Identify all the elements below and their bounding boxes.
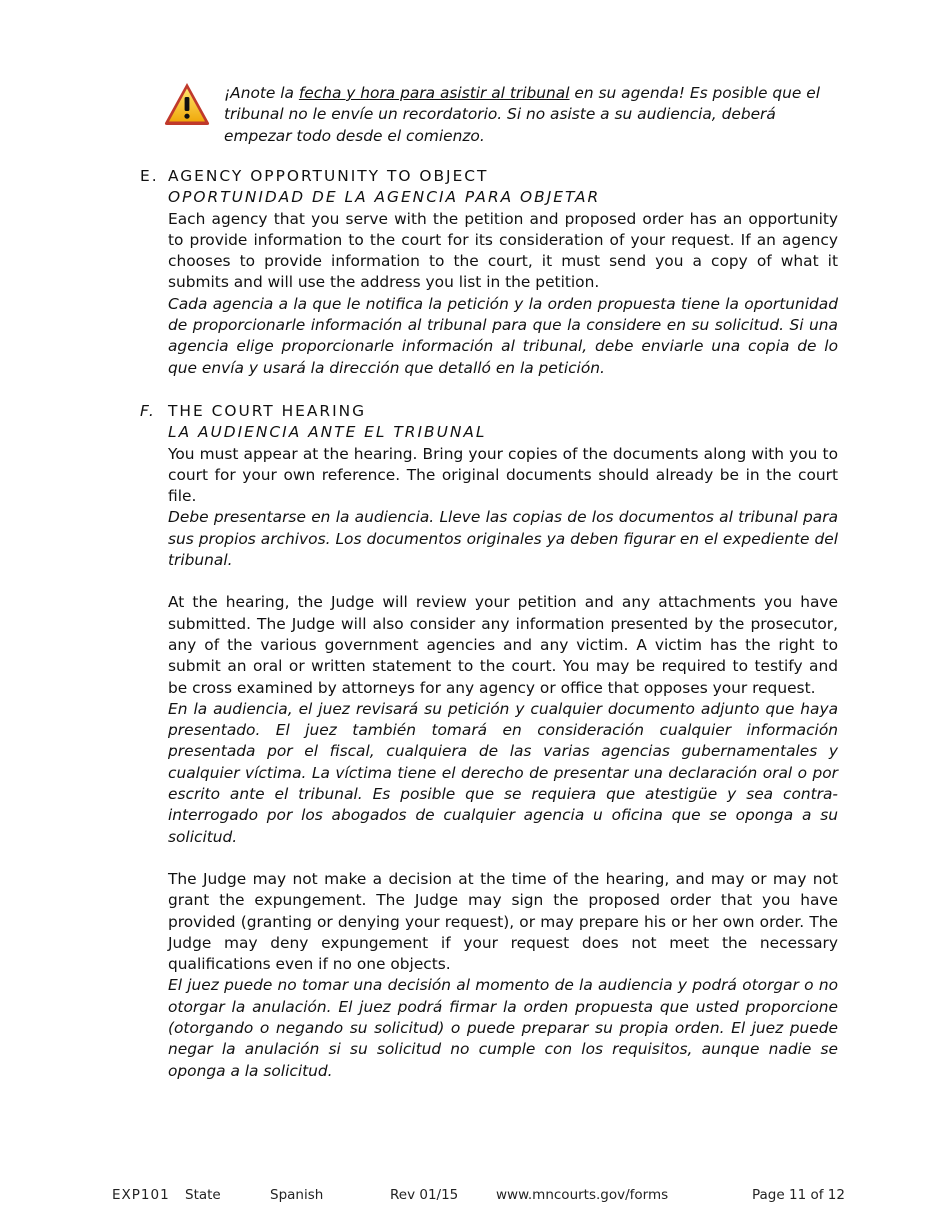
section-f-paragraph-3-es: El juez puede no tomar una decisión al momento de la audiencia y podrá otorgar o no otorgar la anulación. El juez podrá firmar la orden propuesta que usted proporcione (otorgando o negando su solicitud) o puede preparar su propia orden. El juez puede negar la anulación si su solicitud no cumple con los requisitos, aunque nadie se oponga a la solicitud.	[168, 976, 838, 1080]
footer-scope: State	[185, 1187, 221, 1203]
section-e-title-en: AGENCY OPPORTUNITY TO OBJECT	[168, 167, 489, 185]
footer-forms-link[interactable]: www.mncourts.gov/forms	[496, 1187, 669, 1203]
footer-page-number: Page 11 of 12	[752, 1187, 845, 1203]
section-f-letter: F.	[140, 402, 156, 420]
section-e	[140, 166, 838, 379]
section-f-paragraph-2-en: At the hearing, the Judge will review your petition and any attachments you have submitted. The Judge will also consider any information presented by the prosecutor, any of the various government agencies and any victim. A victim has the right to submit an oral or written statement to the court. You may be required to testify and be cross examined by attorneys for any agency or office that opposes your request.	[168, 593, 838, 697]
footer-language: Spanish	[270, 1187, 324, 1203]
section-e-paragraph-en: Each agency that you serve with the petition and proposed order has an opportunity to provide information to the court for its consideration of your request. If an agency chooses to provide information to the court, it must send you a copy of what it submits and will use the address you list in the petition.	[168, 209, 838, 292]
section-e-paragraph-es: Cada agencia a la que le notifica la petición y la orden propuesta tiene la oportunidad de proporcionarle información al tribunal para que la considere en su solicitud. Si una agencia elige proporcionarle información al tribunal, debe enviarle una copia de lo que envía y usará la dirección que detalló en la petición.	[168, 294, 838, 377]
warning-triangle-icon	[163, 80, 211, 128]
reminder-underlined: fecha y hora para asistir al tribunal	[298, 84, 570, 102]
section-e-title-es: OPORTUNIDAD DE LA AGENCIA PARA OBJETAR	[168, 188, 601, 207]
reminder-prefix: ¡Anote la	[224, 84, 299, 102]
footer-revision: Rev 01/15	[390, 1187, 459, 1203]
reminder-suffix: en su agenda! Es posible que el tribunal no le envíe un recordatorio. Si no asiste a su audiencia, deberá empezar todo desde el comienzo.	[224, 84, 820, 145]
section-f-paragraph-3-en: The Judge may not make a decision at the time of the hearing, and may or may not grant the expungement. The Judge may sign the proposed order that you have provided (granting or denying your request), or may prepare his or her own order. The Judge may deny expungement if your request does not meet the necessary qualifications even if no one objects.	[168, 869, 838, 974]
section-f-title-es: LA AUDIENCIA ANTE EL TRIBUNAL	[168, 423, 487, 442]
footer-form-number: EXP101	[112, 1187, 170, 1203]
hearing-reminder-note	[224, 83, 836, 147]
section-f	[140, 401, 838, 1082]
section-f-paragraph-1-en: You must appear at the hearing. Bring your copies of the documents along with you to court for your own reference. The original documents should already be in the court file.	[168, 444, 838, 506]
section-f-title-en: THE COURT HEARING	[168, 402, 367, 420]
section-e-letter: E.	[140, 167, 159, 185]
section-f-paragraph-1-es: Debe presentarse en la audiencia. Lleve las copias de los documentos al tribunal para sus propios archivos. Los documentos originales ya deben figurar en el expediente del tribunal.	[168, 508, 838, 570]
section-f-paragraph-2-es: En la audiencia, el juez revisará su petición y cualquier documento adjunto que haya presentado. El juez también tomará en consideración cualquier información presentada por el fiscal, cualquiera de las varias agencias gubernamentales y cualquier víctima. La víctima tiene el derecho de presentar una declaración oral o por escrito ante el tribunal. Es posible que se requiera que atestigüe y sea contra-interrogado por los abogados de cualquier agencia u oficina que se oponga a su solicitud.	[168, 699, 838, 846]
